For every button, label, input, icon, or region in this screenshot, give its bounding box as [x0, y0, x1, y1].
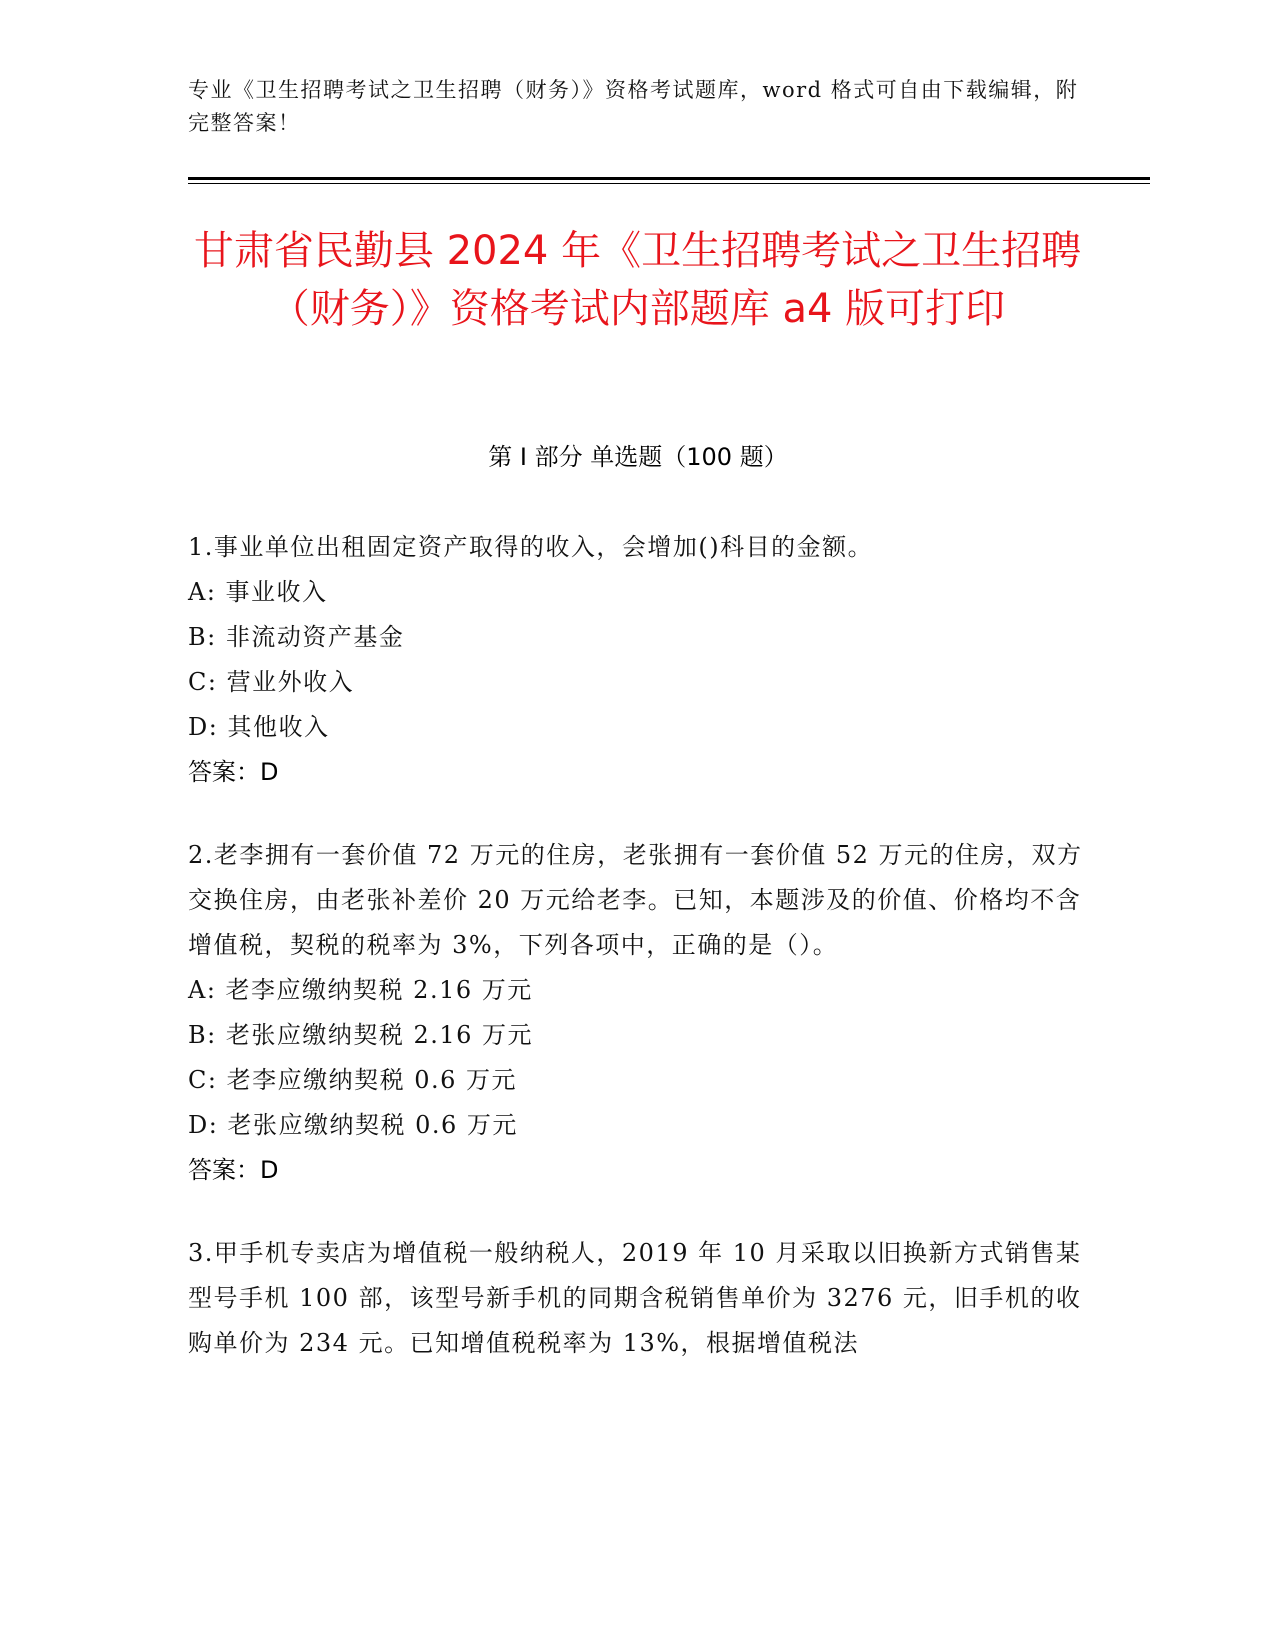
answer-line: 答案：D — [188, 1156, 279, 1184]
option-a: A: 老李应缴纳契税 2.16 万元 — [188, 976, 533, 1004]
section-heading: 第 I 部分 单选题（100 题） — [488, 443, 788, 471]
header-rule-thin — [188, 183, 1150, 184]
question-3 — [188, 1231, 1093, 1366]
option-a: A: 事业收入 — [188, 578, 328, 606]
option-d: D: 其他收入 — [188, 713, 330, 741]
option-c: C: 营业外收入 — [188, 668, 355, 696]
question-2 — [188, 833, 1093, 1193]
answer-line: 答案：D — [188, 758, 279, 786]
option-d: D: 老张应缴纳契税 0.6 万元 — [188, 1111, 518, 1139]
header-note: 专业《卫生招聘考试之卫生招聘（财务）》资格考试题库，word 格式可自由下载编辑，附完整答案！ — [188, 78, 1079, 135]
question-list — [188, 525, 1093, 1404]
option-b: B: 老张应缴纳契税 2.16 万元 — [188, 1021, 534, 1049]
option-c: C: 老李应缴纳契税 0.6 万元 — [188, 1066, 518, 1094]
question-stem: 2.老李拥有一套价值 72 万元的住房，老张拥有一套价值 52 万元的住房，双方交换住房，由老张补差价 20 万元给老李。已知，本题涉及的价值、价格均不含增值税，契税的税率为 3%，下列各项中，正确的是（）。 — [188, 841, 1083, 959]
question-stem: 1.事业单位出租固定资产取得的收入，会增加()科目的金额。 — [188, 533, 874, 561]
option-b: B: 非流动资产基金 — [188, 623, 405, 651]
header-rule-thick — [188, 177, 1150, 180]
question-stem: 3.甲手机专卖店为增值税一般纳税人，2019 年 10 月采取以旧换新方式销售某型号手机 100 部，该型号新手机的同期含税销售单价为 3276 元，旧手机的收购单价为 234 元。已知增值税税率为 13%，根据增值税法 — [188, 1239, 1082, 1357]
document-title: 甘肃省民勤县 2024 年《卫生招聘考试之卫生招聘（财务）》资格考试内部题库 a4 版可打印 — [193, 228, 1082, 332]
question-1 — [188, 525, 1093, 795]
